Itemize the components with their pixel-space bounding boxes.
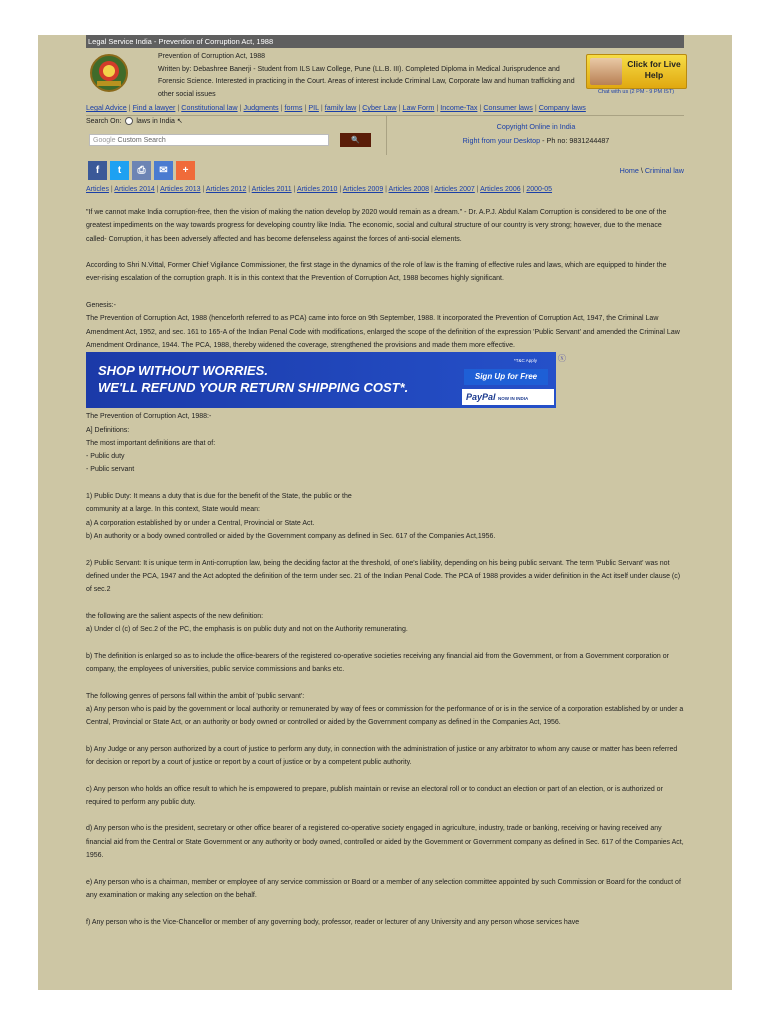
paragraph: d) Any person who is the president, secretary or other office bearer of a registered co-operative society engaged in agriculture, industry, trade or banking, receiving or having received any financial aid from the Central or State Government or any authority or body owned, controlled or aided by the Government or Government company as defined in Sec. 617 of the Companies Act, 1956. xyxy=(86,825,684,860)
search-cursor-icon: ↖ xyxy=(176,118,183,125)
more-share-icon[interactable]: + xyxy=(176,161,195,180)
breadcrumb-home[interactable]: Home xyxy=(619,166,639,175)
search-icon: 🔍 xyxy=(351,137,360,144)
paragraph: 2) Public Servant: It is unique term in Anti-corruption law, being the deciding factor at the threshold, of one's liability, depending on his being public servant. The term 'Public Servant' was not defined under the PCA, 1947 and the Act adopted the definition of the term under sec. 21 of the Indian Penal Code. The PCA of 1988 provides a wider definition in the Act itself under clause (c) of sec.2 xyxy=(86,559,681,594)
header xyxy=(86,48,684,100)
articles-2011-link[interactable]: Articles 2011 xyxy=(251,186,292,193)
nav-cyber-law[interactable]: Cyber Law xyxy=(362,103,397,112)
paragraph: b) The definition is enlarged so as to include the office-bearers of the registered co-operative societies receiving any financial aid from the Government, or from a Government corporation or company, the employees of universities, public service commissions and banks etc. xyxy=(86,652,669,673)
paypal-logo xyxy=(462,389,554,405)
chat-hours-link[interactable]: Chat with us (2 PM - 9 PM IST) xyxy=(597,89,675,95)
search-radio[interactable] xyxy=(125,117,133,125)
article-body xyxy=(86,206,684,929)
copyright-link[interactable]: Copyright Online in India xyxy=(496,122,576,131)
page-content xyxy=(86,35,684,942)
nav-law-form[interactable]: Law Form xyxy=(402,103,435,112)
ad-signup-button[interactable]: Sign Up for Free xyxy=(464,369,548,385)
ad-close-icon[interactable]: ⓧ xyxy=(558,354,566,364)
breadcrumb-criminal-law[interactable]: Criminal law xyxy=(644,166,684,175)
desktop-link[interactable]: Right from your Desktop xyxy=(462,136,541,145)
paypal-wordmark: PayPal xyxy=(466,392,496,403)
main-nav: Legal Advice | Find a lawyer | Constitutional law | Judgments | forms | PIL | family law | Cyber Law | Law Form | Income-Tax | Consumer laws | Company laws xyxy=(86,100,684,116)
articles-2013-link[interactable]: Articles 2013 xyxy=(160,186,201,193)
articles-2009-link[interactable]: Articles 2009 xyxy=(342,186,384,193)
live-help-button[interactable] xyxy=(586,54,687,89)
nav-forms[interactable]: forms xyxy=(284,103,303,112)
email-icon[interactable]: ✉ xyxy=(154,161,173,180)
paragraph: e) Any person who is a chairman, member or employee of any service commission or Board or a member of any selection committee appointed by such Commission or Board for the conduct of any examination or making any selection on the behalf. xyxy=(86,878,681,899)
paragraph: The Prevention of Corruption Act, 1988:- A] Definitions: The most important definitions are that of: - Public duty - Public servant xyxy=(86,413,216,474)
articles-2000-05-link[interactable]: 2000-05 xyxy=(526,186,553,193)
nav-company-laws[interactable]: Company laws xyxy=(538,103,586,112)
google-label: Google xyxy=(93,137,116,144)
legal-service-india-logo-icon[interactable] xyxy=(89,53,129,93)
facebook-share-icon[interactable]: f xyxy=(88,161,107,180)
twitter-share-icon[interactable]: t xyxy=(110,161,129,180)
articles-2010-link[interactable]: Articles 2010 xyxy=(296,186,338,193)
author-info: Written by: Debashree Banerji - Student from ILS Law College, Pune (LL.B. III). Completed Diploma in Medical Jurisprudence and Forensic Science. Interested in practicing in the Court. Areas of interest include Criminal Law, Corporate law and human trafficking and other social issues xyxy=(158,65,575,98)
nav-family-law[interactable]: family law xyxy=(324,103,357,112)
paragraph: Genesis:- The Prevention of Corruption Act, 1988 (henceforth referred to as PCA) came into force on 9th September, 1988. It incorporated the Prevention of Corruption Act, 1947, the Criminal Law Amendment Act, 1952, and sec. 161 to 165-A of the Indian Penal Code with modifications, enlarged the scope of the definition of the expression 'Public Servant' and amended the Criminal Law Amendment Ordinance, 1944. The PCA, 1988, thereby widened the coverage, strengthened the provisions and made them more effective. xyxy=(86,302,680,349)
live-help-label: Click for Live Help xyxy=(627,59,681,80)
paragraph: c) Any person who holds an office result to which he is empowered to prepare, publish maintain or revise an electoral roll or to conduct an election or part of an election, or is authorized or required to perform any public duty. xyxy=(86,785,663,806)
nav-pil[interactable]: PIL xyxy=(308,103,319,112)
paragraph: b) Any Judge or any person authorized by a court of justice to perform any duty, in connection with the administration of justice or any arbitrator to whom any cause or matter has been referred for decision or report by a court of justice or report by a court of justice or by a competent public authority. xyxy=(86,745,678,766)
article-header-text xyxy=(158,51,583,101)
paragraph: 1) Public Duty: It means a duty that is due for the benefit of the State, the public or the community at a large. In this context, State would mean: a) A corporation established by or under a Central, Provincial or State Act. b) An authority or a body owned controlled or aided by the Government company as defined in Sec. 617 of the Companies Act,1956. xyxy=(86,493,496,540)
search-on-label: Search On: xyxy=(86,118,122,125)
title-bar: Legal Service India - Prevention of Corruption Act, 1988 xyxy=(86,35,684,48)
articles-2006-link[interactable]: Articles 2006 xyxy=(480,186,521,193)
search-label-row xyxy=(86,117,386,125)
paragraph: f) Any person who is the Vice-Chancellor or member of any governing body, professor, reader or lecturer of any University and any person whose services have xyxy=(86,918,580,926)
paypal-sub: NOW IN INDIA xyxy=(498,396,529,402)
breadcrumb xyxy=(620,166,684,175)
search-area xyxy=(86,116,684,155)
articles-link[interactable]: Articles xyxy=(86,186,109,193)
breadcrumb-sep: \ xyxy=(638,166,645,175)
phone-number: - Ph no: 9831244487 xyxy=(540,136,610,145)
articles-2008-link[interactable]: Articles 2008 xyxy=(388,186,430,193)
articles-2014-link[interactable]: Articles 2014 xyxy=(114,186,155,193)
ad-line-1: SHOP WITHOUT WORRIES. xyxy=(98,363,268,379)
document-page xyxy=(38,35,732,990)
ad-line-2: WE'LL REFUND YOUR RETURN SHIPPING COST*. xyxy=(98,380,409,396)
ad-terms: *T&C Apply xyxy=(514,358,538,364)
nav-judgments[interactable]: Judgments xyxy=(243,103,279,112)
search-panel xyxy=(86,116,386,155)
print-icon[interactable]: ⎙ xyxy=(132,161,151,180)
share-row xyxy=(86,159,684,181)
copyright-panel xyxy=(386,116,685,155)
custom-search-input[interactable] xyxy=(89,134,329,146)
paragraph: According to Shri N.Vittal, Former Chief Vigilance Commissioner, the first stage in the dynamics of the role of law is the framing of effective rules and laws, which are equipped to hinder the ever-rising escalation of the corruption graph. It is in this context that the Prevention of Corruption Act, 1988 becomes highly significant. xyxy=(86,262,667,283)
nav-legal-advice[interactable]: Legal Advice xyxy=(86,103,127,112)
search-option-label: laws in India xyxy=(136,118,175,125)
paragraph: The following genres of persons fall within the ambit of 'public servant': a) Any person who is paid by the government or local authority or remunerated by way of fees or commission for the performance of or is in the service of a corporation established by or under a Central, Provincial or State Act, or an authority or body owned or controlled or aided by the Government company as defined in the Companies Act, 1956. xyxy=(86,692,684,727)
nav-constitutional-law[interactable]: Constitutional law xyxy=(181,103,238,112)
search-button[interactable] xyxy=(340,133,371,147)
custom-search-placeholder: Custom Search xyxy=(117,137,166,144)
nav-find-lawyer[interactable]: Find a lawyer xyxy=(132,103,176,112)
nav-consumer-laws[interactable]: Consumer laws xyxy=(483,103,533,112)
support-agent-icon xyxy=(590,58,622,85)
paypal-ad-banner[interactable] xyxy=(86,352,566,408)
articles-nav: Articles | Articles 2014 | Articles 2013 | Articles 2012 | Articles 2011 | Articles 2010 | Articles 2009 | Articles 2008 | Articles 2007 | Articles 2006 | 2000-05 xyxy=(86,186,553,193)
article-title: Prevention of Corruption Act, 1988 xyxy=(158,53,266,60)
articles-2007-link[interactable]: Articles 2007 xyxy=(434,186,475,193)
ad-headline xyxy=(98,362,408,396)
articles-2012-link[interactable]: Articles 2012 xyxy=(205,186,247,193)
nav-income-tax[interactable]: Income-Tax xyxy=(440,103,478,112)
paragraph: the following are the salient aspects of the new definition: a) Under cl (c) of Sec.2 of the PC, the emphasis is on public duty and not on the Authority remunerating. xyxy=(86,612,408,634)
paragraph: "If we cannot make India corruption-free, then the vision of making the nation develop by 2020 would remain as a dream." - Dr. A.P.J. Abdul Kalam Corruption is considered to be one of the greatest impediments on the way towards progress for developing country like India. The economic, social and cultural structure of our country is very strong; however, due to the menace called- Corruption, it has been adversely affected and has become defenseless against the forces of anti-social elements. xyxy=(86,209,667,243)
